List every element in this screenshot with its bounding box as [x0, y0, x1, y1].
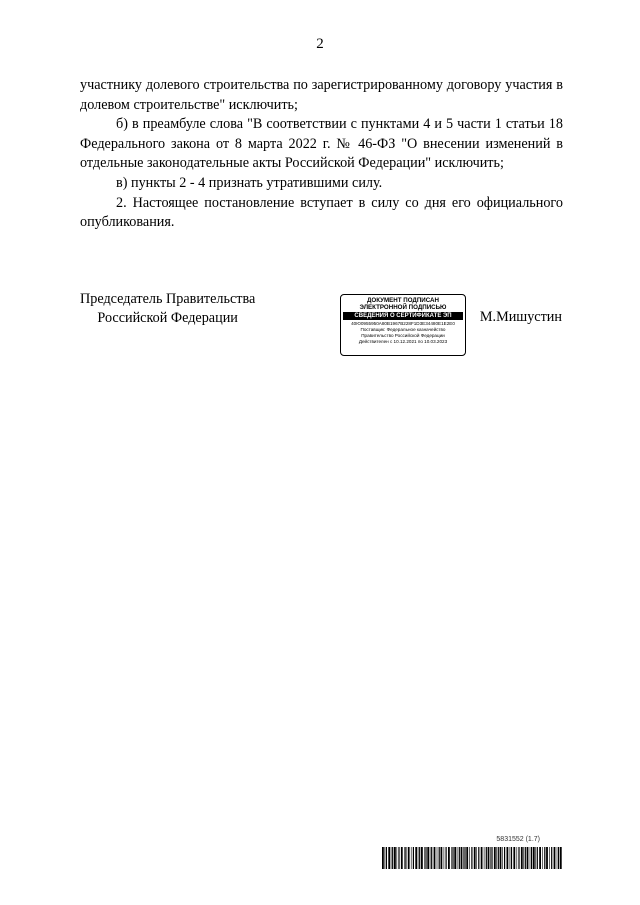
- barcode: [382, 847, 562, 869]
- stamp-heading-line2: ЭЛЕКТРОННОЙ ПОДПИСЬЮ: [359, 304, 447, 311]
- paragraph-b: б) в преамбуле слова "В соответствии с пунктами 4 и 5 части 1 статьи 18 Федерального закона от 8 марта 2022 г. № 46-ФЗ "О внесении изменений в отдельные законодательные акты Российской Федерации" исключить;: [80, 116, 563, 172]
- barcode-label: 5831552 (1.7): [496, 836, 540, 843]
- paragraph-continuation: участнику долевого строительства по зарегистрированному договору участия в долевом строительстве" исключить;: [80, 77, 563, 113]
- signatory-name: М.Мишустин: [479, 309, 562, 325]
- stamp-certificate-bar: СВЕДЕНИЯ О СЕРТИФИКАТЕ ЭП: [343, 312, 463, 320]
- page-number: 2: [316, 36, 324, 52]
- paragraph-v: в) пункты 2 - 4 признать утратившими силу.: [116, 174, 383, 191]
- signatory-title-line2: Российской Федерации: [97, 310, 238, 326]
- stamp-validity: Действителен с 10.12.2021 по 10.03.2023: [358, 339, 448, 344]
- stamp-serial: 40Ю0955950А80В1967В228F1D3Е34480Е1Е2Е0: [351, 321, 455, 326]
- stamp-heading-line1: ДОКУМЕНТ ПОДПИСАН: [367, 297, 439, 304]
- document-body: [80, 76, 563, 233]
- paragraph-2: 2. Настоящее постановление вступает в силу со дня его официального опубликования.: [80, 194, 563, 231]
- electronic-signature-stamp: [340, 294, 466, 356]
- stamp-issuer: Поставщик: Федеральное казначейство: [360, 327, 446, 332]
- signatory-title: [80, 290, 255, 328]
- signatory-title-line1: Председатель Правительства: [80, 291, 256, 307]
- stamp-owner: Правительство Российской Федерации: [361, 333, 445, 338]
